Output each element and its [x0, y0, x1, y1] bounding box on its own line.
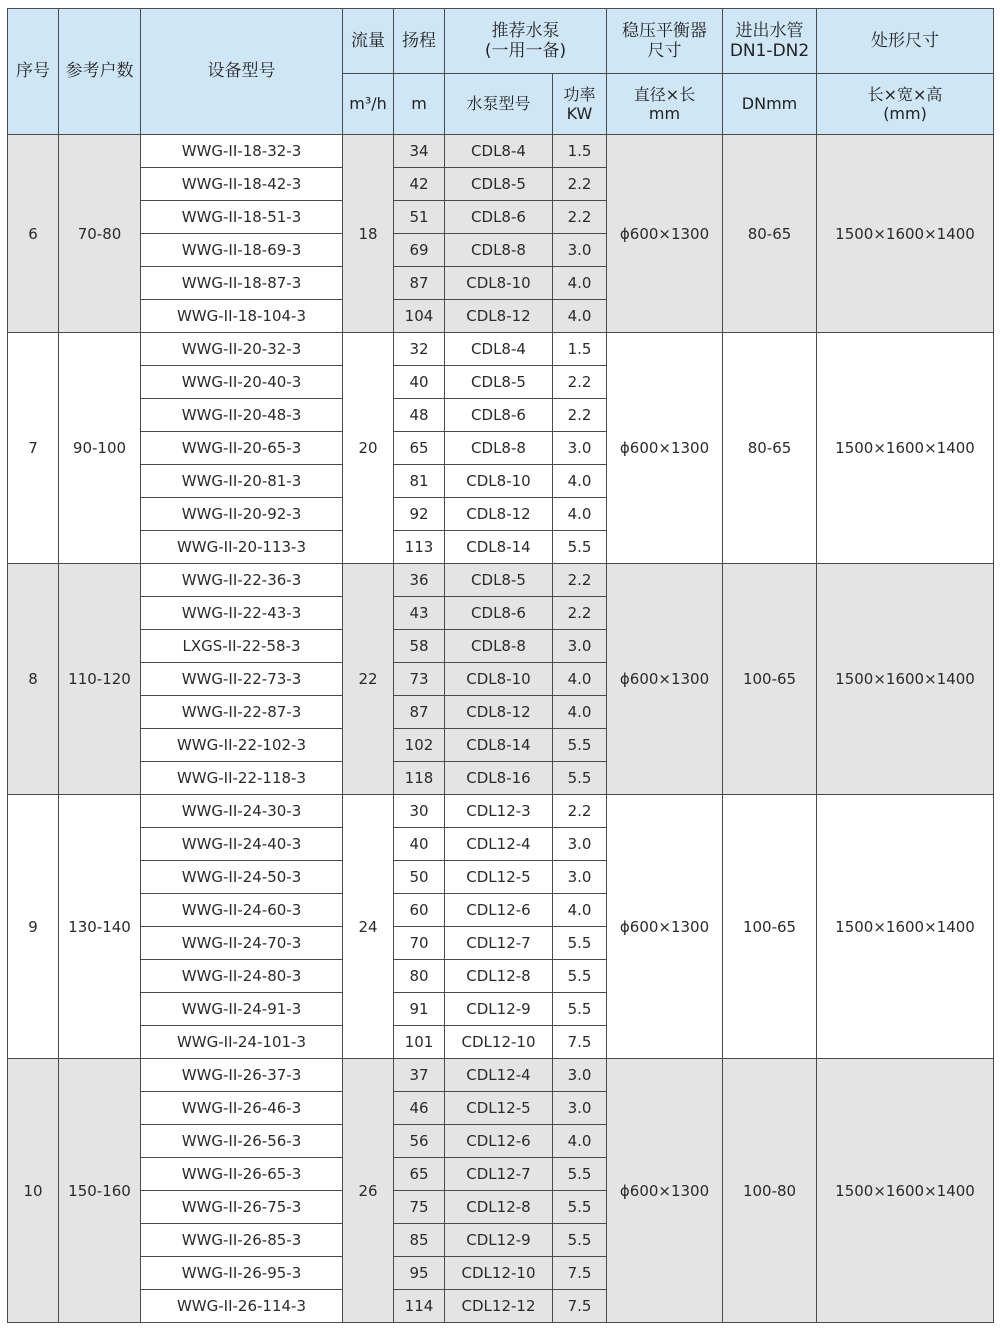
power-cell: 2.2 — [553, 399, 607, 432]
dims-cell: 1500×1600×1400 — [817, 795, 994, 1059]
table-row — [8, 564, 994, 597]
pump-model-cell: CDL8-6 — [445, 597, 553, 630]
pump-model-cell: CDL8-12 — [445, 300, 553, 333]
balancer-cell: ϕ600×1300 — [607, 795, 723, 1059]
pump-model-cell: CDL8-12 — [445, 696, 553, 729]
model-cell: WWG-II-24-30-3 — [141, 795, 343, 828]
power-cell: 4.0 — [553, 498, 607, 531]
model-cell: WWG-II-26-75-3 — [141, 1191, 343, 1224]
model-cell: WWG-II-26-56-3 — [141, 1125, 343, 1158]
head-cell: 101 — [394, 1026, 445, 1059]
header-dims-unit — [817, 74, 994, 135]
table-row — [8, 333, 994, 366]
head-cell: 69 — [394, 234, 445, 267]
model-cell: WWG-II-18-32-3 — [141, 135, 343, 168]
model-cell: WWG-II-20-32-3 — [141, 333, 343, 366]
header-balancer-line1: 稳压平衡器 — [622, 20, 708, 41]
households-cell: 130-140 — [59, 795, 141, 1059]
pipe-cell: 100-65 — [723, 564, 817, 795]
power-cell: 4.0 — [553, 663, 607, 696]
table-row — [8, 1059, 994, 1092]
head-cell: 65 — [394, 432, 445, 465]
head-cell: 81 — [394, 465, 445, 498]
pump-model-cell: CDL8-14 — [445, 729, 553, 762]
power-cell: 7.5 — [553, 1290, 607, 1323]
power-cell: 5.5 — [553, 927, 607, 960]
pump-model-cell: CDL12-6 — [445, 1125, 553, 1158]
households-cell: 70-80 — [59, 135, 141, 333]
pump-model-cell: CDL12-12 — [445, 1290, 553, 1323]
pump-model-cell: CDL8-16 — [445, 762, 553, 795]
head-cell: 118 — [394, 762, 445, 795]
header-dims-unit-line1: 长×宽×高 — [867, 84, 943, 104]
header-households: 参考户数 — [59, 9, 141, 135]
pump-model-cell: CDL12-8 — [445, 960, 553, 993]
flow-cell: 18 — [343, 135, 394, 333]
head-cell: 43 — [394, 597, 445, 630]
power-cell: 2.2 — [553, 366, 607, 399]
head-cell: 92 — [394, 498, 445, 531]
pump-model-cell: CDL8-4 — [445, 135, 553, 168]
power-cell: 3.0 — [553, 234, 607, 267]
power-cell: 3.0 — [553, 828, 607, 861]
header-balancer-unit-line2: mm — [648, 104, 681, 123]
power-cell: 1.5 — [553, 135, 607, 168]
model-cell: WWG-II-24-101-3 — [141, 1026, 343, 1059]
pump-model-cell: CDL8-8 — [445, 234, 553, 267]
head-cell: 58 — [394, 630, 445, 663]
power-cell: 2.2 — [553, 201, 607, 234]
model-cell: WWG-II-22-118-3 — [141, 762, 343, 795]
head-cell: 80 — [394, 960, 445, 993]
header-flow-unit: m³/h — [343, 74, 394, 135]
table-row — [8, 135, 994, 168]
pump-model-cell: CDL12-8 — [445, 1191, 553, 1224]
head-cell: 102 — [394, 729, 445, 762]
model-cell: WWG-II-24-50-3 — [141, 861, 343, 894]
model-cell: WWG-II-26-114-3 — [141, 1290, 343, 1323]
head-cell: 50 — [394, 861, 445, 894]
power-cell: 5.5 — [553, 960, 607, 993]
header-pipe — [723, 9, 817, 74]
model-cell: WWG-II-18-87-3 — [141, 267, 343, 300]
pump-model-cell: CDL8-8 — [445, 630, 553, 663]
pump-model-cell: CDL8-10 — [445, 465, 553, 498]
seq-cell: 6 — [8, 135, 59, 333]
model-cell: WWG-II-26-65-3 — [141, 1158, 343, 1191]
pump-model-cell: CDL8-5 — [445, 168, 553, 201]
head-cell: 104 — [394, 300, 445, 333]
head-cell: 51 — [394, 201, 445, 234]
pump-model-cell: CDL12-7 — [445, 927, 553, 960]
power-cell: 1.5 — [553, 333, 607, 366]
pump-model-cell: CDL8-10 — [445, 663, 553, 696]
head-cell: 34 — [394, 135, 445, 168]
model-cell: WWG-II-20-65-3 — [141, 432, 343, 465]
pump-model-cell: CDL8-6 — [445, 201, 553, 234]
pipe-cell: 80-65 — [723, 333, 817, 564]
header-pump-line2: (一用一备) — [484, 41, 567, 61]
header-pipe-unit: DNmm — [723, 74, 817, 135]
model-cell: WWG-II-24-91-3 — [141, 993, 343, 1026]
seq-cell: 9 — [8, 795, 59, 1059]
header-balancer-line2: 尺寸 — [647, 41, 682, 61]
model-cell: WWG-II-22-36-3 — [141, 564, 343, 597]
power-cell: 5.5 — [553, 1191, 607, 1224]
power-cell: 3.0 — [553, 861, 607, 894]
header-power-line1: 功率 — [563, 84, 596, 104]
households-cell: 110-120 — [59, 564, 141, 795]
power-cell: 3.0 — [553, 1059, 607, 1092]
head-cell: 36 — [394, 564, 445, 597]
head-cell: 87 — [394, 696, 445, 729]
power-cell: 3.0 — [553, 432, 607, 465]
model-cell: LXGS-II-22-58-3 — [141, 630, 343, 663]
head-cell: 75 — [394, 1191, 445, 1224]
head-cell: 40 — [394, 828, 445, 861]
model-cell: WWG-II-26-46-3 — [141, 1092, 343, 1125]
table-body — [8, 135, 994, 1323]
pump-model-cell: CDL12-4 — [445, 828, 553, 861]
pump-model-cell: CDL12-10 — [445, 1026, 553, 1059]
header-seq: 序号 — [8, 9, 59, 135]
head-cell: 73 — [394, 663, 445, 696]
model-cell: WWG-II-24-60-3 — [141, 894, 343, 927]
power-cell: 5.5 — [553, 993, 607, 1026]
balancer-cell: ϕ600×1300 — [607, 564, 723, 795]
model-cell: WWG-II-22-43-3 — [141, 597, 343, 630]
header-model: 设备型号 — [141, 9, 343, 135]
power-cell: 5.5 — [553, 729, 607, 762]
header-balancer-unit — [607, 74, 723, 135]
header-dims-unit-line2: (mm) — [883, 104, 927, 123]
head-cell: 37 — [394, 1059, 445, 1092]
flow-cell: 22 — [343, 564, 394, 795]
model-cell: WWG-II-20-92-3 — [141, 498, 343, 531]
model-cell: WWG-II-20-113-3 — [141, 531, 343, 564]
pump-model-cell: CDL12-6 — [445, 894, 553, 927]
flow-cell: 26 — [343, 1059, 394, 1323]
head-cell: 30 — [394, 795, 445, 828]
model-cell: WWG-II-20-40-3 — [141, 366, 343, 399]
power-cell: 5.5 — [553, 531, 607, 564]
head-cell: 70 — [394, 927, 445, 960]
head-cell: 46 — [394, 1092, 445, 1125]
power-cell: 5.5 — [553, 762, 607, 795]
head-cell: 91 — [394, 993, 445, 1026]
head-cell: 65 — [394, 1158, 445, 1191]
model-cell: WWG-II-26-95-3 — [141, 1257, 343, 1290]
power-cell: 4.0 — [553, 465, 607, 498]
header-pipe-line2: DN1-DN2 — [729, 41, 810, 61]
flow-cell: 20 — [343, 333, 394, 564]
pump-model-cell: CDL12-9 — [445, 1224, 553, 1257]
header-head-unit: m — [394, 74, 445, 135]
model-cell: WWG-II-22-73-3 — [141, 663, 343, 696]
seq-cell: 10 — [8, 1059, 59, 1323]
pump-model-cell: CDL12-5 — [445, 861, 553, 894]
header-pump — [445, 9, 607, 74]
households-cell: 150-160 — [59, 1059, 141, 1323]
pump-model-cell: CDL8-5 — [445, 564, 553, 597]
pump-model-cell: CDL8-4 — [445, 333, 553, 366]
header-power-line2: KW — [566, 104, 593, 123]
model-cell: WWG-II-20-48-3 — [141, 399, 343, 432]
flow-cell: 24 — [343, 795, 394, 1059]
header-pump-model: 水泵型号 — [445, 74, 553, 135]
pump-model-cell: CDL8-5 — [445, 366, 553, 399]
power-cell: 7.5 — [553, 1026, 607, 1059]
power-cell: 2.2 — [553, 168, 607, 201]
model-cell: WWG-II-24-70-3 — [141, 927, 343, 960]
power-cell: 2.2 — [553, 597, 607, 630]
power-cell: 4.0 — [553, 696, 607, 729]
pump-model-cell: CDL12-9 — [445, 993, 553, 1026]
table-header — [8, 9, 994, 135]
model-cell: WWG-II-26-85-3 — [141, 1224, 343, 1257]
head-cell: 95 — [394, 1257, 445, 1290]
head-cell: 113 — [394, 531, 445, 564]
balancer-cell: ϕ600×1300 — [607, 1059, 723, 1323]
head-cell: 48 — [394, 399, 445, 432]
header-balancer — [607, 9, 723, 74]
model-cell: WWG-II-24-40-3 — [141, 828, 343, 861]
seq-cell: 7 — [8, 333, 59, 564]
power-cell: 2.2 — [553, 795, 607, 828]
dims-cell: 1500×1600×1400 — [817, 1059, 994, 1323]
header-pipe-line1: 进出水管 — [735, 20, 804, 41]
pump-model-cell: CDL8-8 — [445, 432, 553, 465]
header-flow: 流量 — [343, 9, 394, 74]
pipe-cell: 80-65 — [723, 135, 817, 333]
model-cell: WWG-II-22-87-3 — [141, 696, 343, 729]
pump-model-cell: CDL8-10 — [445, 267, 553, 300]
pump-model-cell: CDL12-5 — [445, 1092, 553, 1125]
model-cell: WWG-II-18-51-3 — [141, 201, 343, 234]
spec-table — [7, 8, 994, 1323]
header-balancer-unit-line1: 直径×长 — [633, 84, 696, 104]
pipe-cell: 100-65 — [723, 795, 817, 1059]
head-cell: 42 — [394, 168, 445, 201]
power-cell: 3.0 — [553, 630, 607, 663]
head-cell: 40 — [394, 366, 445, 399]
header-pump-line1: 推荐水泵 — [491, 20, 560, 41]
pump-model-cell: CDL12-10 — [445, 1257, 553, 1290]
dims-cell: 1500×1600×1400 — [817, 135, 994, 333]
dims-cell: 1500×1600×1400 — [817, 333, 994, 564]
power-cell: 7.5 — [553, 1257, 607, 1290]
seq-cell: 8 — [8, 564, 59, 795]
head-cell: 114 — [394, 1290, 445, 1323]
header-head: 扬程 — [394, 9, 445, 74]
power-cell: 5.5 — [553, 1158, 607, 1191]
table-row — [8, 795, 994, 828]
balancer-cell: ϕ600×1300 — [607, 333, 723, 564]
pump-model-cell: CDL12-7 — [445, 1158, 553, 1191]
head-cell: 32 — [394, 333, 445, 366]
pump-model-cell: CDL8-6 — [445, 399, 553, 432]
pump-model-cell: CDL8-12 — [445, 498, 553, 531]
model-cell: WWG-II-22-102-3 — [141, 729, 343, 762]
power-cell: 4.0 — [553, 1125, 607, 1158]
header-dims: 处形尺寸 — [817, 9, 994, 74]
head-cell: 56 — [394, 1125, 445, 1158]
households-cell: 90-100 — [59, 333, 141, 564]
pipe-cell: 100-80 — [723, 1059, 817, 1323]
model-cell: WWG-II-20-81-3 — [141, 465, 343, 498]
dims-cell: 1500×1600×1400 — [817, 564, 994, 795]
head-cell: 87 — [394, 267, 445, 300]
model-cell: WWG-II-24-80-3 — [141, 960, 343, 993]
model-cell: WWG-II-26-37-3 — [141, 1059, 343, 1092]
model-cell: WWG-II-18-69-3 — [141, 234, 343, 267]
model-cell: WWG-II-18-104-3 — [141, 300, 343, 333]
power-cell: 2.2 — [553, 564, 607, 597]
header-power — [553, 74, 607, 135]
head-cell: 60 — [394, 894, 445, 927]
pump-model-cell: CDL8-14 — [445, 531, 553, 564]
power-cell: 4.0 — [553, 894, 607, 927]
power-cell: 5.5 — [553, 1224, 607, 1257]
power-cell: 4.0 — [553, 300, 607, 333]
power-cell: 4.0 — [553, 267, 607, 300]
model-cell: WWG-II-18-42-3 — [141, 168, 343, 201]
head-cell: 85 — [394, 1224, 445, 1257]
pump-model-cell: CDL12-4 — [445, 1059, 553, 1092]
balancer-cell: ϕ600×1300 — [607, 135, 723, 333]
pump-model-cell: CDL12-3 — [445, 795, 553, 828]
power-cell: 3.0 — [553, 1092, 607, 1125]
